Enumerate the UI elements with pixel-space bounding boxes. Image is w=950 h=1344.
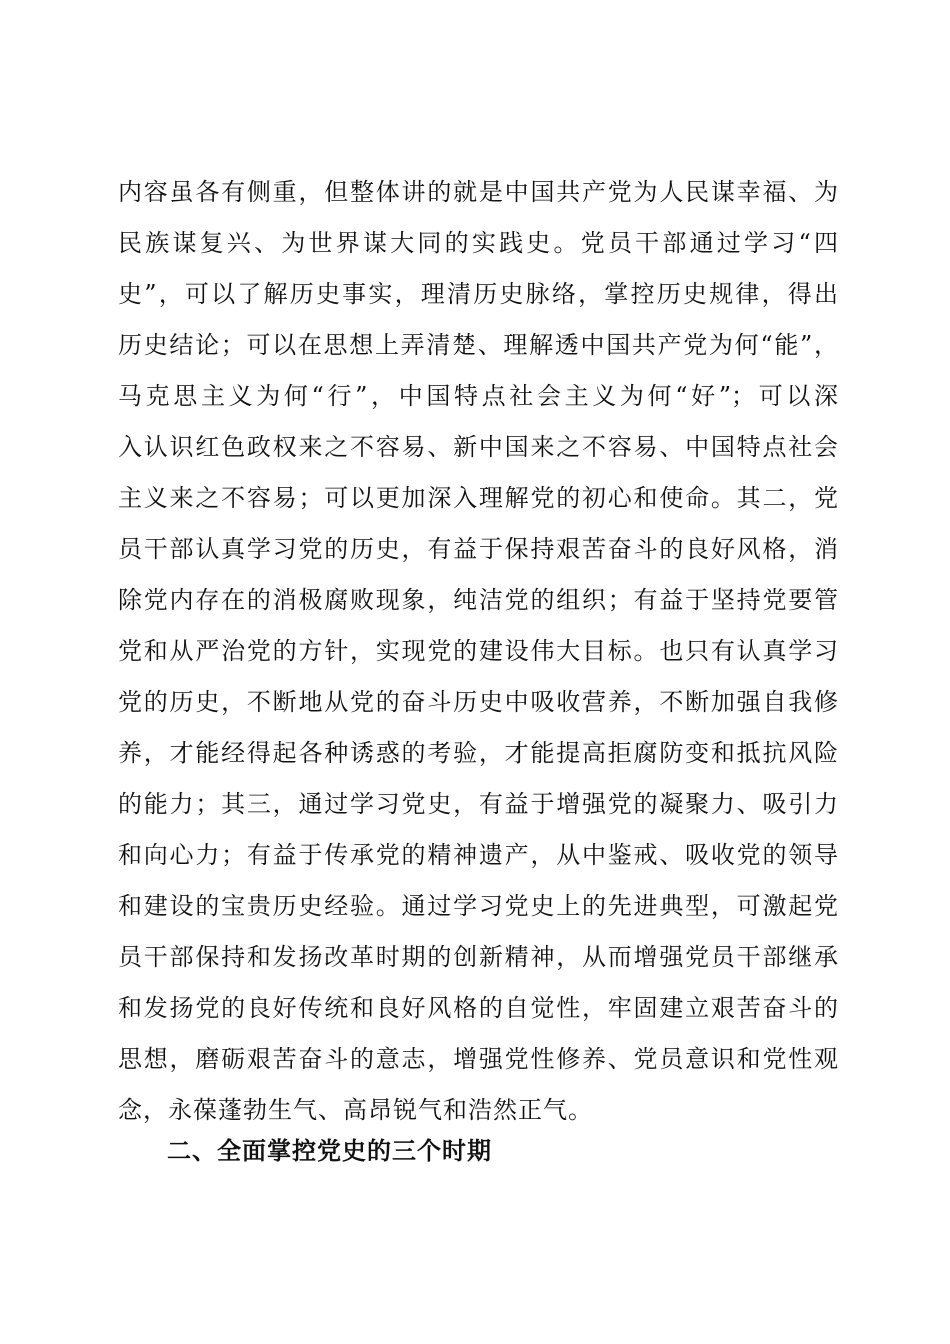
text-line: 念，永葆蓬勃生气、高昂锐气和浩然正气。 — [118, 1096, 593, 1124]
text-line: 除党内存在的消极腐败现象，纯洁党的组织；有益于坚持党要管 — [118, 586, 838, 614]
text-line: 党的历史，不断地从党的奋斗历史中吸收营养，不断加强自我修 — [118, 688, 838, 716]
text-line: 和建设的宝贵历史经验。通过学习党史上的先进典型，可激起党 — [118, 892, 838, 920]
text-line: 养，才能经得起各种诱惑的考验，才能提高拒腐防变和抵抗风险 — [118, 739, 838, 767]
text-line: 入认识红色政权来之不容易、新中国来之不容易、中国特点社会 — [118, 433, 838, 461]
text-line: 历史结论；可以在思想上弄清楚、理解透中国共产党为何“能”， — [118, 331, 838, 359]
text-line: 马克思主义为何“行”，中国特点社会主义为何“好”；可以深 — [118, 382, 838, 410]
text-line: 员干部保持和发扬改革时期的创新精神，从而增强党员干部继承 — [118, 943, 838, 971]
section-heading: 二、全面掌控党史的三个时期 — [167, 1137, 492, 1165]
text-line: 主义来之不容易；可以更加深入理解党的初心和使命。其二，党 — [118, 484, 838, 512]
text-line: 员干部认真学习党的历史，有益于保持艰苦奋斗的良好风格，消 — [118, 535, 838, 563]
text-line: 史”，可以了解历史事实，理清历史脉络，掌控历史规律，得出 — [118, 280, 838, 308]
text-line: 和发扬党的良好传统和良好风格的自觉性，牢固建立艰苦奋斗的 — [118, 994, 838, 1022]
text-line: 内容虽各有侧重，但整体讲的就是中国共产党为人民谋幸福、为 — [118, 178, 838, 206]
text-line: 民族谋复兴、为世界谋大同的实践史。党员干部通过学习“四 — [118, 229, 838, 257]
text-line: 思想，磨砺艰苦奋斗的意志，增强党性修养、党员意识和党性观 — [118, 1045, 838, 1073]
text-line: 的能力；其三，通过学习党史，有益于增强党的凝聚力、吸引力 — [118, 790, 838, 818]
body-paragraph — [118, 167, 838, 1136]
text-line: 和向心力；有益于传承党的精神遗产，从中鉴戒、吸收党的领导 — [118, 841, 838, 869]
text-line: 党和从严治党的方针，实现党的建设伟大目标。也只有认真学习 — [118, 637, 838, 665]
